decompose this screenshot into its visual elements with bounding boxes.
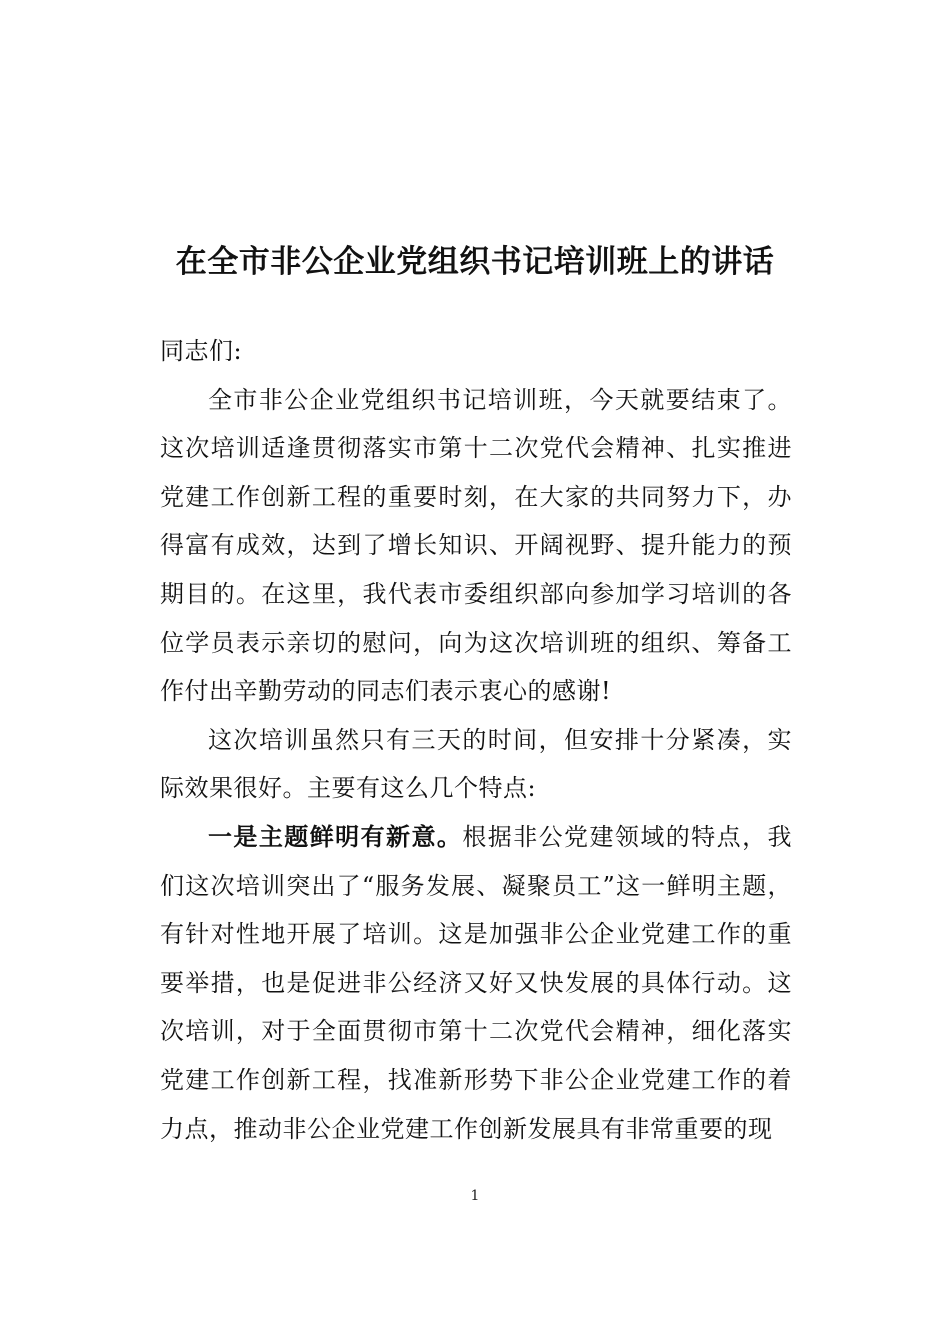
paragraph-2 [160, 716, 792, 813]
paragraph-1-text: 全市非公企业党组织书记培训班，今天就要结束了。这次培训适逢贯彻落实市第十二次党代会精神、扎实推进党建工作创新工程的重要时刻，在大家的共同努力下，办得富有成效，达到了增长知识、开阔视野、提升能力的预期目的。在这里，我代表市委组织部向参加学习培训的各位学员表示亲切的慰问，向为这次培训班的组织、筹备工作付出辛勤劳动的同志们表示衷心的感谢! [160, 385, 792, 706]
paragraph-3 [160, 813, 792, 1153]
paragraph-3-text: 根据非公党建领域的特点，我们这次培训突出了“服务发展、凝聚员工”这一鲜明主题，有针对性地开展了培训。这是加强非公企业党建工作的重要举措，也是促进非公经济又好又快发展的具体行动。这次培训，对于全面贯彻市第十二次党代会精神，细化落实党建工作创新工程，找准新形势下非公企业党建工作的着力点，推动非公企业党建工作创新发展具有非常重要的现 [160, 822, 793, 1143]
document-title: 在全市非公企业党组织书记培训班上的讲话 [175, 244, 775, 280]
paragraph-3-lead: 一是主题鲜明有新意。 [208, 822, 463, 851]
paragraph-1 [160, 376, 792, 716]
page-number: 1 [470, 1188, 480, 1204]
paragraph-2-text: 这次培训虽然只有三天的时间，但安排十分紧凑，实际效果很好。主要有这么几个特点: [160, 725, 792, 803]
salutation: 同志们: [160, 337, 243, 365]
document-body [160, 327, 792, 1153]
